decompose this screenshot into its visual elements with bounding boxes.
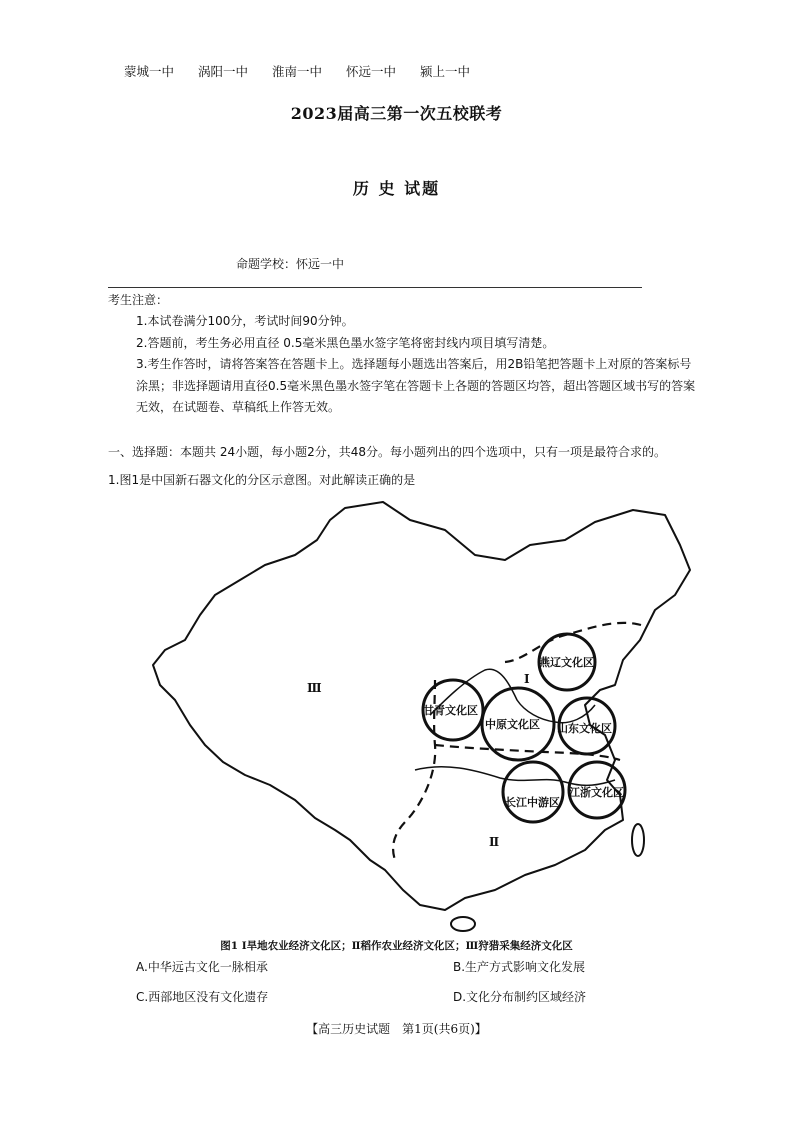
school-name: 颍上一中 [420,64,471,79]
question-1-stem: 1.图1是中国新石器文化的分区示意图。对此解读正确的是 [108,473,416,487]
setter-school: 命题学校：怀远一中 [236,257,345,271]
hainan-island [451,917,475,931]
notice-list [136,311,696,419]
page-footer: 【高三历史试题 第1页(共6页)】 [306,1022,487,1036]
exam-title: 2023届高三第一次五校联考 [290,104,503,123]
china-outline [153,502,690,910]
china-neolithic-culture-map [145,500,705,940]
map-label-gansu-qinghai: 甘青文化区 [423,704,478,717]
school-name: 怀远一中 [346,64,397,79]
map-label-region2: Ⅱ [489,835,500,849]
school-name: 涡阳一中 [198,64,249,79]
school-name: 蒙城一中 [124,64,175,79]
map-label-yanliao: 燕辽文化区 [539,656,594,669]
option-b: B.生产方式影响文化发展 [453,960,586,974]
map-label-region3: Ⅲ [307,681,322,695]
map-label-shandong: 山东文化区 [557,722,612,735]
map-label-changjiang: 长江中游区 [505,796,560,809]
map-label-jiangzhe: 江浙文化区 [569,786,624,799]
section-instructions: 一、选择题：本题共 24小题，每小题2分，共48分。每小题列出的四个选项中，只有一项是最符合求的。 [108,445,666,459]
notice-item: 2.答题前，考生务必用直径 0.5毫米黑色墨水签字笔将密封线内项目填写清楚。 [136,335,555,350]
divider-line [108,287,642,288]
school-list [124,62,490,80]
map-label-region1: Ⅰ [524,672,530,686]
option-c: C.西部地区没有文化遗存 [136,990,269,1004]
option-a: A.中华远古文化一脉相承 [136,960,268,974]
culture-circle-changjiang [503,762,563,822]
map-label-zhongyuan: 中原文化区 [485,718,540,731]
notice-item: 1.本试卷满分100分，考试时间90分钟。 [136,314,354,328]
taiwan-island [632,824,644,856]
figure-caption: 图1 Ⅰ旱地农业经济文化区；Ⅱ稻作农业经济文化区；Ⅲ狩猎采集经济文化区 [220,940,573,952]
subject-title: 历 史 试题 [352,179,441,198]
option-d: D.文化分布制约区域经济 [453,990,587,1004]
notice-heading: 考生注意： [108,293,169,307]
notice-item: 3.考生作答时，请将答案答在答题卡上。选择题每小题选出答案后，用2B铅笔把答题卡上对原的答案标号涂黑；非选择题请用直径0.5毫米黑色墨水签字笔在答题卡上各题的答题区均答，超出答题区域书写的答案无效，在试题卷、草稿纸上作答无效。 [136,357,696,414]
school-name: 淮南一中 [272,64,323,79]
